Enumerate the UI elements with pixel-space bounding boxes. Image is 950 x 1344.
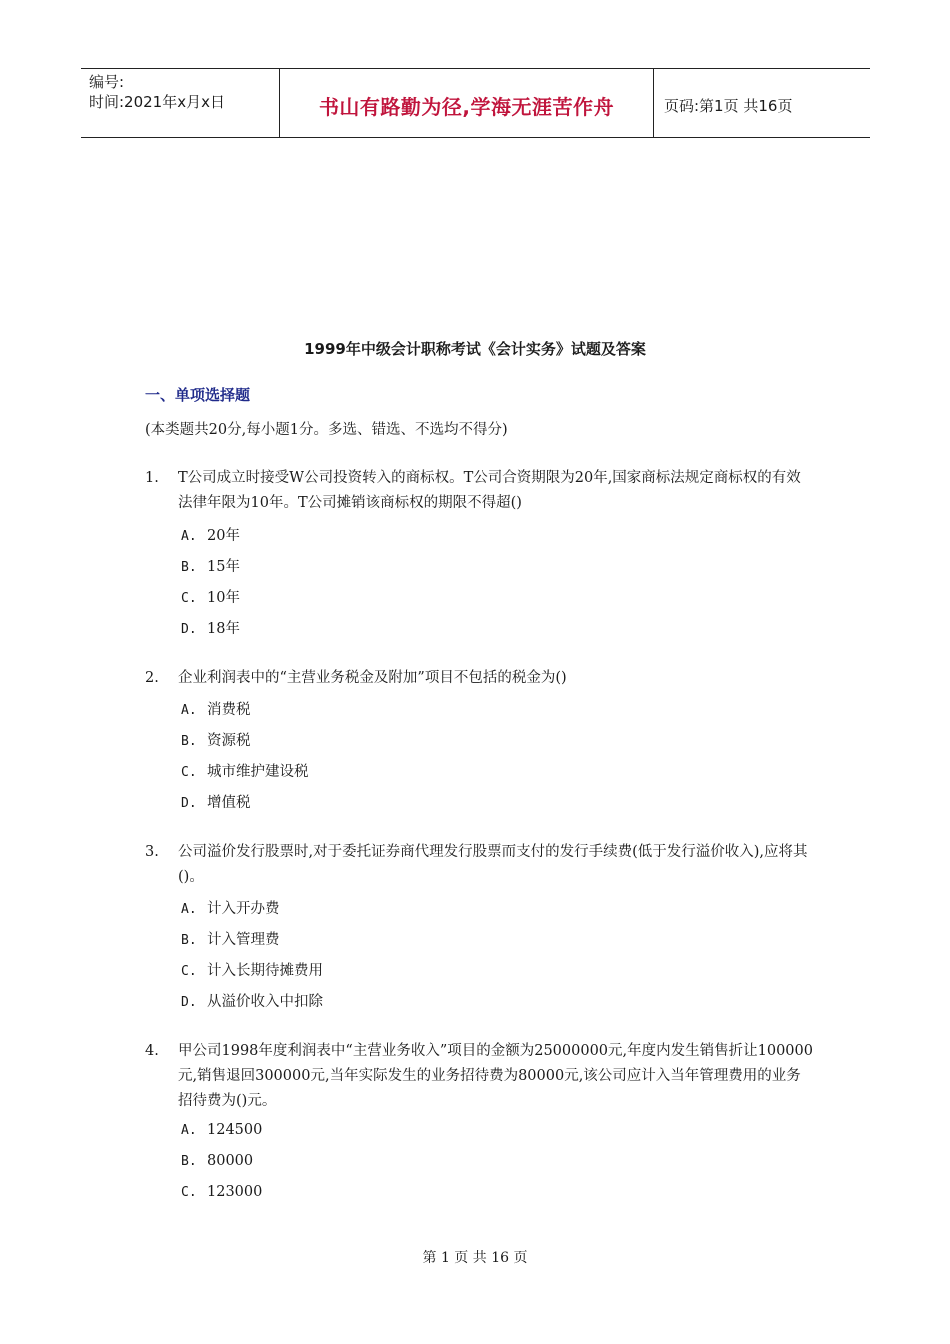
option-3c — [181, 959, 323, 980]
option-3b — [181, 928, 280, 949]
question-stem: 公司溢价发行股票时,对于委托证券商代理发行股票而支付的发行手续费(低于发行溢价收入),应将其()。 — [178, 844, 808, 885]
question-1 — [145, 466, 815, 516]
option-text: 从溢价收入中扣除 — [207, 994, 323, 1010]
section-heading: 一、单项选择题 — [145, 386, 251, 404]
option-2a — [181, 698, 251, 719]
option-4a — [181, 1122, 262, 1138]
option-text: 20年 — [207, 528, 240, 544]
time-label: 时间:2021年x月x日 — [89, 93, 225, 111]
option-1a — [181, 524, 240, 545]
option-text: 计入管理费 — [207, 932, 280, 948]
option-text: 124500 — [207, 1122, 263, 1138]
option-3a — [181, 897, 280, 918]
header-meta — [81, 69, 280, 137]
option-text: 计入长期待摊费用 — [207, 963, 323, 979]
option-text: 123000 — [207, 1184, 263, 1200]
option-letter: B. — [181, 933, 197, 948]
option-letter: C. — [181, 591, 197, 606]
option-letter: A. — [181, 902, 197, 917]
option-text: 资源税 — [207, 733, 251, 749]
question-stem: 企业利润表中的“主营业务税金及附加”项目不包括的税金为() — [178, 670, 567, 686]
document-title: 1999年中级会计职称考试《会计实务》试题及答案 — [304, 340, 646, 358]
option-letter: A. — [181, 1123, 197, 1138]
option-letter: D. — [181, 796, 197, 811]
page-footer: 第 1 页 共 16 页 — [422, 1250, 528, 1266]
option-1c — [181, 586, 240, 607]
question-stem: T公司成立时接受W公司投资转入的商标权。T公司合资期限为20年,国家商标法规定商标权的有效法律年限为10年。T公司摊销该商标权的期限不得超() — [178, 470, 801, 511]
question-number: 2. — [145, 670, 159, 686]
option-text: 18年 — [207, 621, 240, 637]
section-note: (本类题共20分,每小题1分。多选、错选、不选均不得分) — [145, 422, 508, 438]
question-4 — [145, 1039, 815, 1114]
option-text: 15年 — [207, 559, 240, 575]
question-3 — [145, 840, 815, 890]
option-letter: D. — [181, 622, 197, 637]
option-1b — [181, 555, 240, 576]
option-text: 城市维护建设税 — [207, 764, 309, 780]
option-2c — [181, 760, 309, 781]
option-1d — [181, 617, 240, 638]
header-page-info: 页码:第1页 共16页 — [664, 96, 793, 115]
question-number: 4. — [145, 1043, 159, 1059]
option-letter: D. — [181, 995, 197, 1010]
option-text: 80000 — [207, 1153, 254, 1169]
option-text: 增值税 — [207, 795, 251, 811]
option-letter: C. — [181, 1185, 197, 1200]
number-label: 编号: — [89, 73, 125, 91]
question-number: 3. — [145, 844, 159, 860]
option-letter: A. — [181, 703, 197, 718]
option-2d — [181, 791, 251, 812]
option-letter: B. — [181, 560, 197, 575]
question-2 — [145, 666, 815, 691]
option-letter: C. — [181, 964, 197, 979]
question-stem: 甲公司1998年度利润表中“主营业务收入”项目的金额为25000000元,年度内发生销售折让100000元,销售退回300000元,当年实际发生的业务招待费为80000元,该公司应计入当年管理费用的业务招待费为()元。 — [178, 1043, 813, 1109]
option-letter: A. — [181, 529, 197, 544]
option-4b — [181, 1153, 253, 1169]
option-letter: C. — [181, 765, 197, 780]
option-text: 10年 — [207, 590, 240, 606]
option-3d — [181, 990, 323, 1011]
option-2b — [181, 729, 251, 750]
header-table — [81, 68, 870, 138]
option-letter: B. — [181, 1154, 197, 1169]
option-letter: B. — [181, 734, 197, 749]
option-4c — [181, 1184, 262, 1200]
option-text: 计入开办费 — [207, 901, 280, 917]
header-motto: 书山有路勤为径,学海无涯苦作舟 — [280, 69, 654, 137]
option-text: 消费税 — [207, 702, 251, 718]
question-number: 1. — [145, 470, 159, 486]
